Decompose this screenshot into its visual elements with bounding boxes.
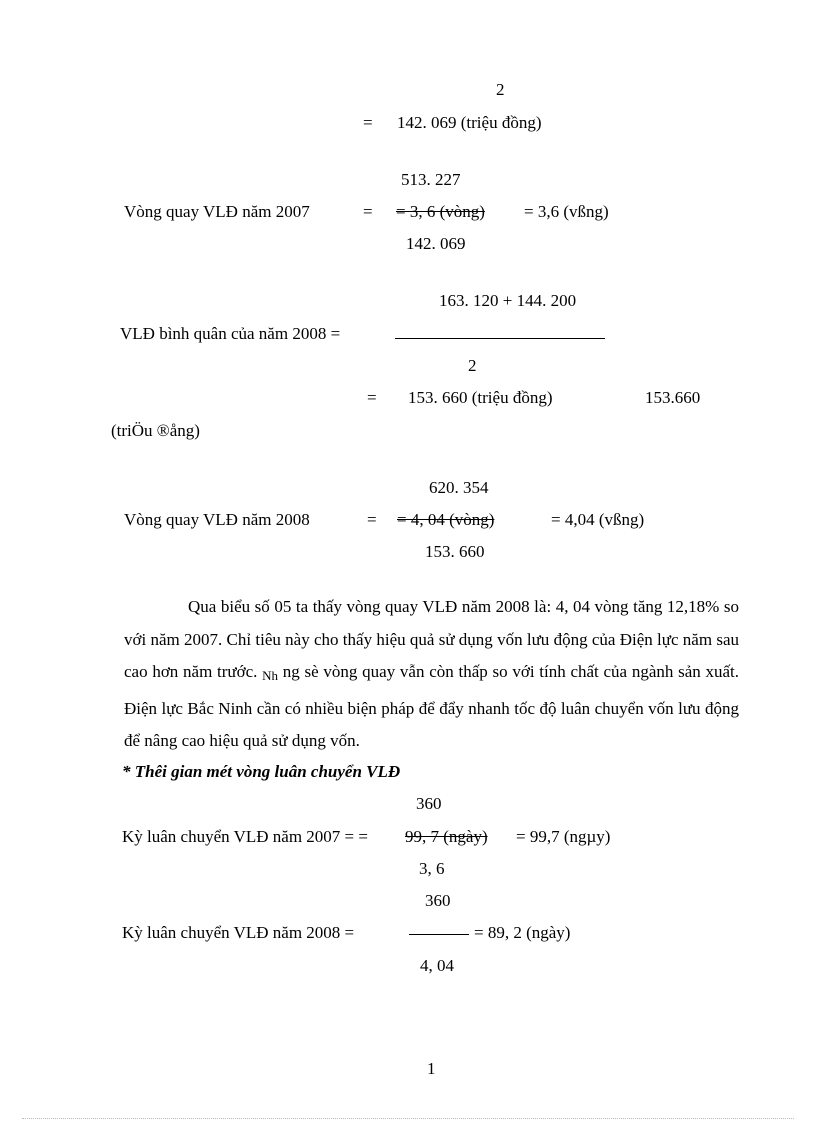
equals-sign: = bbox=[367, 388, 377, 407]
fraction-denominator: 3, 6 bbox=[419, 859, 445, 878]
fraction-numerator: 513. 227 bbox=[401, 170, 461, 189]
struck-value: 99, 7 (ngày) bbox=[405, 827, 488, 846]
formula-result: = 99,7 (ngµy) bbox=[516, 827, 611, 846]
formula-label: Kỳ luân chuyển VLĐ năm 2008 = bbox=[122, 923, 355, 942]
fraction-bar bbox=[395, 338, 605, 339]
formula-label: Kỳ luân chuyển VLĐ năm 2007 = = bbox=[122, 827, 368, 846]
fraction-denominator: 142. 069 bbox=[406, 234, 466, 253]
fraction-denominator: 4, 04 bbox=[420, 956, 454, 975]
fraction-bar bbox=[409, 934, 469, 935]
duplicate-unit: (triÖu ®ång) bbox=[111, 421, 200, 440]
fraction-numerator: 620. 354 bbox=[429, 478, 489, 497]
analysis-paragraph bbox=[124, 591, 739, 758]
formula-result: 142. 069 (triệu đồng) bbox=[397, 113, 542, 132]
formula-result: 153. 660 (triệu đồng) bbox=[408, 388, 553, 407]
fraction-denominator: 2 bbox=[496, 80, 505, 99]
equals-sign: = bbox=[367, 510, 377, 529]
formula-label: Vòng quay VLĐ năm 2008 bbox=[124, 510, 310, 529]
formula-result: = 89, 2 (ngày) bbox=[474, 923, 571, 942]
page-bottom-rule bbox=[22, 1118, 794, 1119]
paragraph-subscript: Nh bbox=[262, 668, 279, 683]
section-heading: * Thêi gian mét vòng luân chuyển VLĐ bbox=[122, 762, 401, 781]
struck-value: = 4, 04 (vòng) bbox=[397, 510, 495, 529]
formula-label: Vòng quay VLĐ năm 2007 bbox=[124, 202, 310, 221]
fraction-denominator: 153. 660 bbox=[425, 542, 485, 561]
fraction-denominator: 2 bbox=[468, 356, 477, 375]
formula-result: = 3,6 (vßng) bbox=[524, 202, 609, 221]
struck-value: = 3, 6 (vòng) bbox=[396, 202, 485, 221]
fraction-numerator: 360 bbox=[416, 794, 442, 813]
formula-result: = 4,04 (vßng) bbox=[551, 510, 645, 529]
equals-sign: = bbox=[363, 113, 373, 132]
paragraph-text-1: Qua biểu số 05 ta thấy vòng quay VLĐ năm 2008 là: 4, 04 vòng tăng 12,18% so với năm 2007. Chỉ tiêu này cho thấy hiệu quả sử dụng vốn lưu động của Điện lực năm sau cao hơn năm trước. bbox=[124, 597, 739, 681]
equals-sign: = bbox=[363, 202, 373, 221]
duplicate-value: 153.660 bbox=[645, 388, 701, 407]
page-number: 1 bbox=[427, 1059, 436, 1078]
formula-label: VLĐ bình quân của năm 2008 = bbox=[120, 324, 341, 343]
fraction-numerator: 360 bbox=[425, 891, 451, 910]
paragraph-text-2: ng sè vòng quay vẫn còn thấp so với tính chất của ngành sản xuất. Điện lực Bắc Ninh cần có nhiều biện pháp để đẩy nhanh tốc độ luân chuyển vốn lưu động để nâng cao hiệu quả sử dụng vốn. bbox=[124, 662, 740, 750]
fraction-numerator: 163. 120 + 144. 200 bbox=[439, 291, 577, 310]
